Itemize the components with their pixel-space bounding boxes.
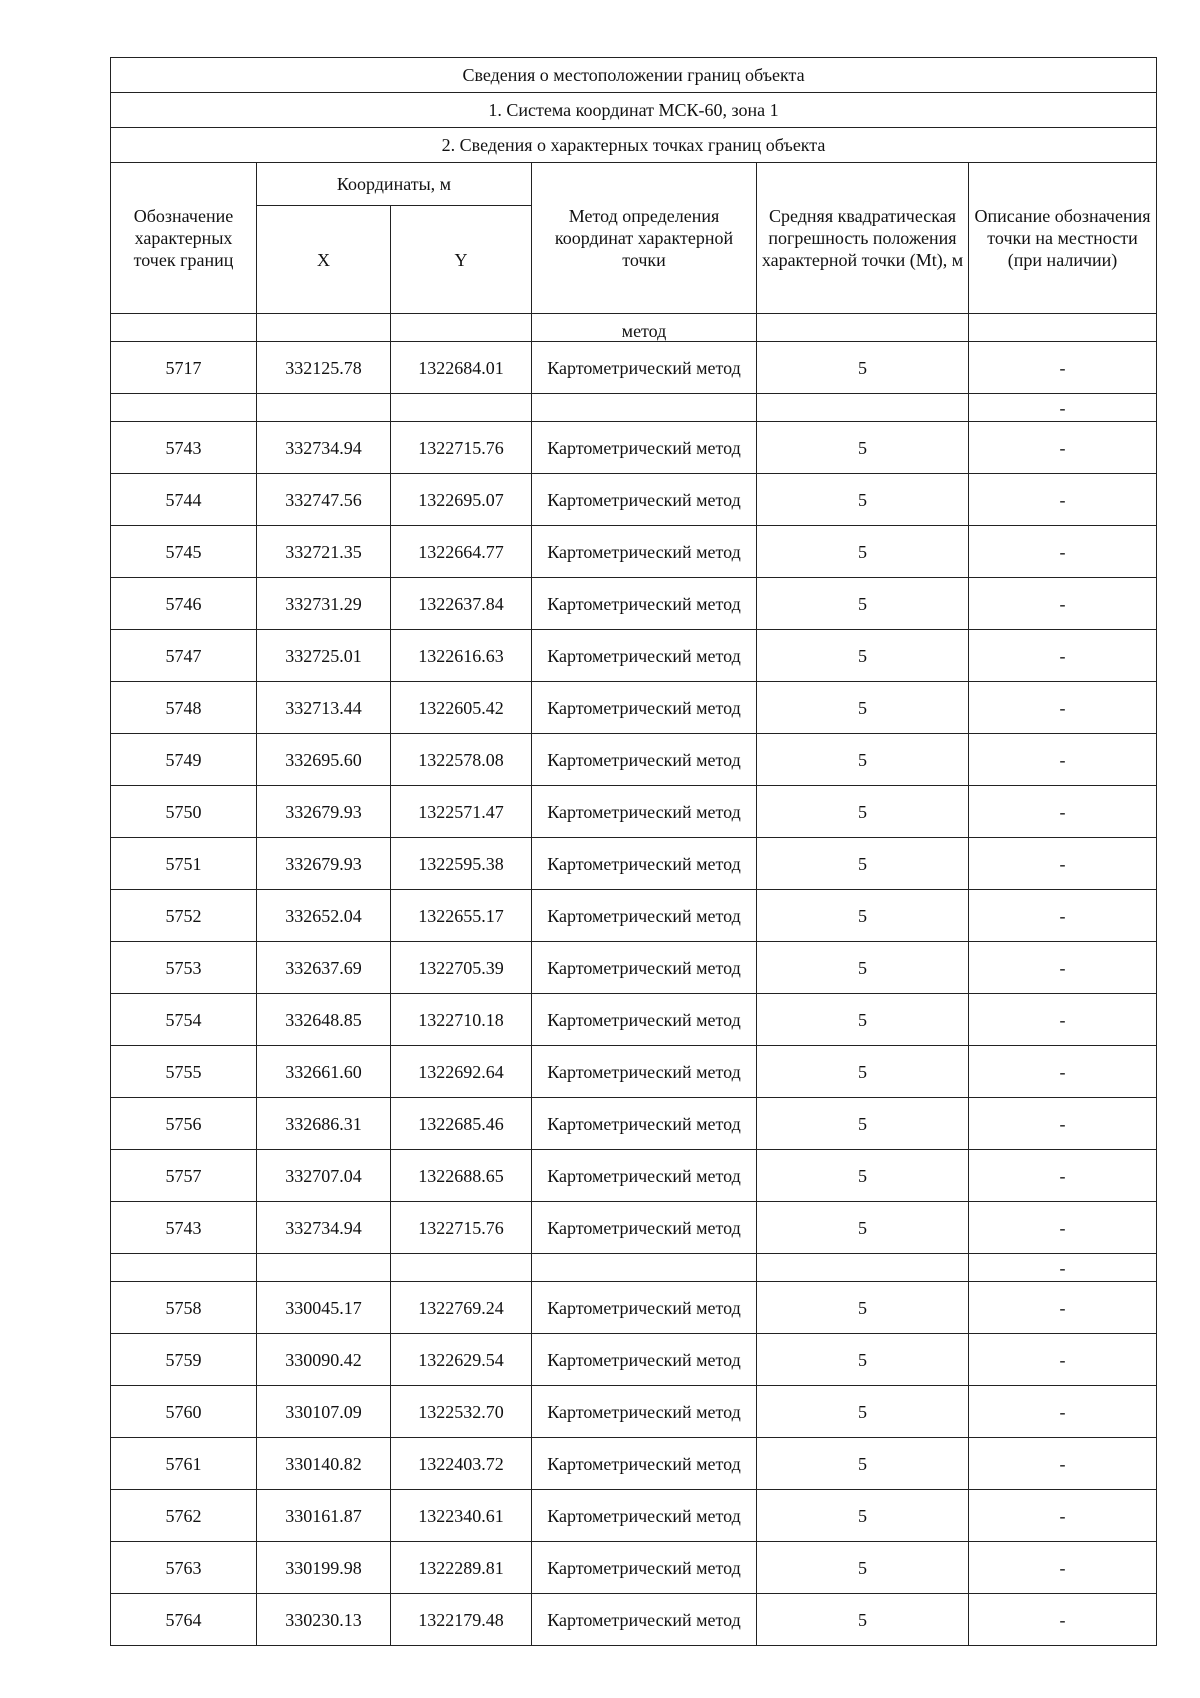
description-cell: - (969, 890, 1157, 942)
method-cell: Картометрический метод (532, 1202, 757, 1254)
description-cell: - (969, 1542, 1157, 1594)
method-cell: Картометрический метод (532, 1542, 757, 1594)
header-accuracy: Средняя квадратическая погрешность положения характерной точки (Mt), м (757, 163, 969, 314)
point-cell: 5763 (111, 1542, 257, 1594)
description-cell: - (969, 786, 1157, 838)
table-row (111, 1202, 1157, 1254)
header-x: X (257, 206, 391, 314)
point-cell: 5764 (111, 1594, 257, 1646)
method-cell: Картометрический метод (532, 342, 757, 394)
x-cell: 332679.93 (257, 838, 391, 890)
description-cell: - (969, 1594, 1157, 1646)
point-cell: 5743 (111, 422, 257, 474)
y-cell: 1322578.08 (391, 734, 532, 786)
description-cell: - (969, 1490, 1157, 1542)
description-cell (969, 314, 1157, 342)
x-cell: 332725.01 (257, 630, 391, 682)
coordinate-system-heading: 1. Система координат МСК-60, зона 1 (111, 93, 1157, 128)
table-row (111, 1386, 1157, 1438)
boundary-points-table (110, 57, 1157, 1646)
point-cell: 5754 (111, 994, 257, 1046)
accuracy-cell: 5 (757, 838, 969, 890)
accuracy-cell: 5 (757, 1150, 969, 1202)
table-row (111, 1098, 1157, 1150)
x-cell: 332707.04 (257, 1150, 391, 1202)
table-row (111, 1490, 1157, 1542)
x-cell: 330199.98 (257, 1542, 391, 1594)
y-cell: 1322769.24 (391, 1282, 532, 1334)
method-cell: Картометрический метод (532, 474, 757, 526)
accuracy-cell: 5 (757, 1386, 969, 1438)
table-row (111, 1046, 1157, 1098)
method-cell (532, 394, 757, 422)
x-cell: 330161.87 (257, 1490, 391, 1542)
separator-row (111, 314, 1157, 342)
description-cell: - (969, 342, 1157, 394)
description-cell: - (969, 942, 1157, 994)
accuracy-cell: 5 (757, 1438, 969, 1490)
x-cell: 332661.60 (257, 1046, 391, 1098)
method-cell: Картометрический метод (532, 1438, 757, 1490)
y-cell: 1322595.38 (391, 838, 532, 890)
x-cell: 332652.04 (257, 890, 391, 942)
method-cell: Картометрический метод (532, 838, 757, 890)
x-cell: 332713.44 (257, 682, 391, 734)
description-cell: - (969, 734, 1157, 786)
method-cell: Картометрический метод (532, 994, 757, 1046)
point-cell: 5756 (111, 1098, 257, 1150)
table-row (111, 526, 1157, 578)
x-cell: 332679.93 (257, 786, 391, 838)
table-body (111, 314, 1157, 1646)
description-cell: - (969, 1334, 1157, 1386)
point-cell: 5717 (111, 342, 257, 394)
accuracy-cell: 5 (757, 474, 969, 526)
y-cell (391, 314, 532, 342)
table-row (111, 474, 1157, 526)
method-cell: Картометрический метод (532, 1386, 757, 1438)
accuracy-cell: 5 (757, 1334, 969, 1386)
y-cell: 1322710.18 (391, 994, 532, 1046)
y-cell: 1322684.01 (391, 342, 532, 394)
method-cell: Картометрический метод (532, 890, 757, 942)
x-cell: 332695.60 (257, 734, 391, 786)
y-cell: 1322179.48 (391, 1594, 532, 1646)
table-row (111, 578, 1157, 630)
separator-row (111, 394, 1157, 422)
method-cell: Картометрический метод (532, 630, 757, 682)
point-cell: 5750 (111, 786, 257, 838)
point-cell: 5755 (111, 1046, 257, 1098)
accuracy-cell: 5 (757, 578, 969, 630)
table-row (111, 786, 1157, 838)
accuracy-cell (757, 1254, 969, 1282)
y-cell: 1322571.47 (391, 786, 532, 838)
y-cell: 1322705.39 (391, 942, 532, 994)
x-cell (257, 1254, 391, 1282)
description-cell: - (969, 1098, 1157, 1150)
accuracy-cell: 5 (757, 1098, 969, 1150)
accuracy-cell: 5 (757, 630, 969, 682)
x-cell: 330140.82 (257, 1438, 391, 1490)
point-cell: 5758 (111, 1282, 257, 1334)
description-cell: - (969, 1254, 1157, 1282)
method-cell: Картометрический метод (532, 1150, 757, 1202)
table-row (111, 342, 1157, 394)
table-title: Сведения о местоположении границ объекта (111, 58, 1157, 93)
separator-row (111, 1254, 1157, 1282)
header-y: Y (391, 206, 532, 314)
description-cell: - (969, 526, 1157, 578)
table-row (111, 890, 1157, 942)
x-cell: 332721.35 (257, 526, 391, 578)
table-row (111, 1282, 1157, 1334)
y-cell: 1322692.64 (391, 1046, 532, 1098)
point-cell (111, 314, 257, 342)
accuracy-cell: 5 (757, 422, 969, 474)
y-cell: 1322655.17 (391, 890, 532, 942)
method-cell: Картометрический метод (532, 578, 757, 630)
point-cell: 5743 (111, 1202, 257, 1254)
point-cell: 5746 (111, 578, 257, 630)
point-cell: 5747 (111, 630, 257, 682)
method-cell: Картометрический метод (532, 734, 757, 786)
method-cell: Картометрический метод (532, 1594, 757, 1646)
y-cell: 1322688.65 (391, 1150, 532, 1202)
method-cell: Картометрический метод (532, 1490, 757, 1542)
accuracy-cell: 5 (757, 1046, 969, 1098)
description-cell: - (969, 1282, 1157, 1334)
accuracy-cell: 5 (757, 1542, 969, 1594)
y-cell: 1322605.42 (391, 682, 532, 734)
y-cell: 1322695.07 (391, 474, 532, 526)
x-cell: 332734.94 (257, 422, 391, 474)
description-cell: - (969, 994, 1157, 1046)
x-cell: 330230.13 (257, 1594, 391, 1646)
accuracy-cell: 5 (757, 942, 969, 994)
description-cell: - (969, 394, 1157, 422)
point-cell: 5762 (111, 1490, 257, 1542)
header-method: Метод определения координат характерной точки (532, 163, 757, 314)
description-cell: - (969, 1202, 1157, 1254)
table-row (111, 630, 1157, 682)
point-cell: 5753 (111, 942, 257, 994)
table-row (111, 838, 1157, 890)
x-cell: 330045.17 (257, 1282, 391, 1334)
accuracy-cell: 5 (757, 526, 969, 578)
y-cell: 1322629.54 (391, 1334, 532, 1386)
y-cell: 1322289.81 (391, 1542, 532, 1594)
point-cell: 5760 (111, 1386, 257, 1438)
accuracy-cell (757, 394, 969, 422)
accuracy-cell: 5 (757, 342, 969, 394)
x-cell: 330090.42 (257, 1334, 391, 1386)
table-row (111, 682, 1157, 734)
point-cell (111, 1254, 257, 1282)
y-cell (391, 394, 532, 422)
accuracy-cell: 5 (757, 994, 969, 1046)
accuracy-cell: 5 (757, 1202, 969, 1254)
description-cell: - (969, 630, 1157, 682)
x-cell: 332648.85 (257, 994, 391, 1046)
point-cell (111, 394, 257, 422)
y-cell: 1322532.70 (391, 1386, 532, 1438)
method-cell: Картометрический метод (532, 422, 757, 474)
y-cell (391, 1254, 532, 1282)
y-cell: 1322340.61 (391, 1490, 532, 1542)
description-cell: - (969, 1046, 1157, 1098)
x-cell: 332747.56 (257, 474, 391, 526)
table-row (111, 1334, 1157, 1386)
x-cell: 332734.94 (257, 1202, 391, 1254)
table-row (111, 1542, 1157, 1594)
y-cell: 1322715.76 (391, 422, 532, 474)
y-cell: 1322403.72 (391, 1438, 532, 1490)
y-cell: 1322637.84 (391, 578, 532, 630)
method-cell: метод (532, 314, 757, 342)
accuracy-cell: 5 (757, 890, 969, 942)
table-row (111, 1438, 1157, 1490)
method-cell: Картометрический метод (532, 942, 757, 994)
header-description: Описание обозначения точки на местности (при наличии) (969, 163, 1157, 314)
method-cell: Картометрический метод (532, 682, 757, 734)
header-point: Обозначение характерных точек границ (111, 163, 257, 314)
x-cell: 330107.09 (257, 1386, 391, 1438)
accuracy-cell: 5 (757, 734, 969, 786)
description-cell: - (969, 1386, 1157, 1438)
point-cell: 5749 (111, 734, 257, 786)
table-row (111, 734, 1157, 786)
method-cell: Картометрический метод (532, 786, 757, 838)
table-row (111, 1594, 1157, 1646)
document-page (110, 57, 1156, 1646)
method-cell (532, 1254, 757, 1282)
point-cell: 5752 (111, 890, 257, 942)
point-cell: 5751 (111, 838, 257, 890)
point-cell: 5757 (111, 1150, 257, 1202)
point-cell: 5759 (111, 1334, 257, 1386)
header-coords: Координаты, м (257, 163, 532, 206)
y-cell: 1322715.76 (391, 1202, 532, 1254)
table-row (111, 1150, 1157, 1202)
x-cell: 332686.31 (257, 1098, 391, 1150)
point-cell: 5744 (111, 474, 257, 526)
table-row (111, 942, 1157, 994)
method-cell: Картометрический метод (532, 1046, 757, 1098)
accuracy-cell: 5 (757, 682, 969, 734)
accuracy-cell: 5 (757, 1282, 969, 1334)
point-cell: 5748 (111, 682, 257, 734)
point-cell: 5761 (111, 1438, 257, 1490)
points-section-heading: 2. Сведения о характерных точках границ объекта (111, 128, 1157, 163)
accuracy-cell: 5 (757, 1490, 969, 1542)
y-cell: 1322664.77 (391, 526, 532, 578)
description-cell: - (969, 1150, 1157, 1202)
accuracy-cell: 5 (757, 1594, 969, 1646)
table-row (111, 422, 1157, 474)
method-cell: Картометрический метод (532, 1282, 757, 1334)
x-cell (257, 394, 391, 422)
accuracy-cell (757, 314, 969, 342)
table-row (111, 994, 1157, 1046)
y-cell: 1322616.63 (391, 630, 532, 682)
accuracy-cell: 5 (757, 786, 969, 838)
description-cell: - (969, 578, 1157, 630)
x-cell: 332731.29 (257, 578, 391, 630)
description-cell: - (969, 474, 1157, 526)
description-cell: - (969, 838, 1157, 890)
x-cell: 332125.78 (257, 342, 391, 394)
x-cell (257, 314, 391, 342)
x-cell: 332637.69 (257, 942, 391, 994)
method-cell: Картометрический метод (532, 1098, 757, 1150)
point-cell: 5745 (111, 526, 257, 578)
description-cell: - (969, 682, 1157, 734)
method-cell: Картометрический метод (532, 526, 757, 578)
description-cell: - (969, 1438, 1157, 1490)
description-cell: - (969, 422, 1157, 474)
y-cell: 1322685.46 (391, 1098, 532, 1150)
method-cell: Картометрический метод (532, 1334, 757, 1386)
